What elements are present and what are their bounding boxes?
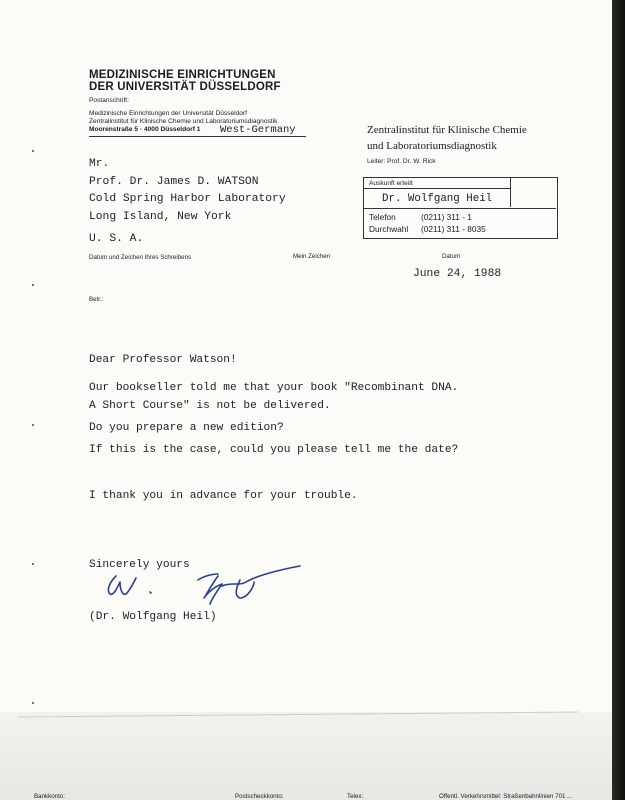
postal-label: Postanschrift: <box>89 97 129 104</box>
body-paragraph-1-line-1: Our bookseller told me that your book "Recombinant DNA. <box>89 382 459 394</box>
info-divider <box>363 208 556 209</box>
margin-mark <box>32 424 34 426</box>
body-paragraph-3: If this is the case, could you please tell me the date? <box>89 444 459 456</box>
footer-transit-text: Öffentl. Verkehrsmittel: Straßenbahnlinien 701 ... <box>439 793 573 800</box>
postal-line-1: Medizinische Einrichtungen der Universität Düsseldorf <box>89 110 247 117</box>
recipient-institution: Cold Spring Harbor Laboratory <box>89 193 286 205</box>
contact-name: Dr. Wolfgang Heil <box>382 193 493 205</box>
phone-value: (0211) 311 - 1 <box>421 212 472 222</box>
margin-mark <box>32 563 34 565</box>
postal-underline <box>89 136 306 137</box>
recipient-country: U. S. A. <box>89 233 144 245</box>
footer-bank-label: Bankkonto: <box>34 793 65 800</box>
margin-mark <box>32 702 34 704</box>
extension-label: Durchwahl <box>369 224 409 234</box>
recipient-name: Prof. Dr. James D. WATSON <box>89 176 259 188</box>
postal-line-3: Moorenstraße 5 · 4000 Düsseldorf 1 <box>89 126 201 133</box>
body-paragraph-4: I thank you in advance for your trouble. <box>89 490 358 502</box>
info-divider <box>363 188 511 189</box>
handwritten-signature <box>100 562 310 612</box>
phone-label: Telefon <box>369 212 396 222</box>
body-paragraph-2: Do you prepare a new edition? <box>89 422 284 434</box>
subject-label: Betr.: <box>89 296 104 303</box>
scan-background-edge <box>612 0 625 800</box>
institution-name-line2: DER UNIVERSITÄT DÜSSELDORF <box>89 81 281 93</box>
date-label: Datum <box>442 253 461 260</box>
your-reference-label: Datum und Zeichen Ihres Schreibens <box>89 254 192 261</box>
greeting: Dear Professor Watson! <box>89 354 237 366</box>
extension-value: (0211) 311 - 8035 <box>421 224 486 234</box>
postal-line-2: Zentralinstitut für Klinische Chemie und Laboratoriumsdiagnostik <box>89 118 278 125</box>
footer-area <box>0 712 612 800</box>
footer-postcheck-label: Postscheckkonto: <box>235 793 284 800</box>
info-divider-vertical <box>510 177 511 207</box>
institution-name-line1: MEDIZINISCHE EINRICHTUNGEN <box>89 69 276 81</box>
recipient-salutation: Mr. <box>89 158 110 170</box>
typed-country: West-Germany <box>220 124 296 136</box>
body-paragraph-1-line-2: A Short Course" is not be delivered. <box>89 400 331 412</box>
department-line1: Zentralinstitut für Klinische Chemie <box>367 124 527 136</box>
info-label: Auskunft erteilt <box>369 180 413 187</box>
department-line2: und Laboratoriumsdiagnostik <box>367 140 497 152</box>
margin-mark <box>32 284 34 286</box>
letter-date: June 24, 1988 <box>413 268 502 280</box>
our-reference-label: Mein Zeichen <box>293 253 331 260</box>
closing: Sincerely yours <box>89 559 190 571</box>
department-head: Leiter: Prof. Dr. W. Rick <box>367 158 436 165</box>
signer-name: (Dr. Wolfgang Heil) <box>89 611 217 623</box>
footer-telex-label: Telex: <box>347 793 364 800</box>
margin-mark <box>32 150 34 152</box>
recipient-location: Long Island, New York <box>89 211 232 223</box>
